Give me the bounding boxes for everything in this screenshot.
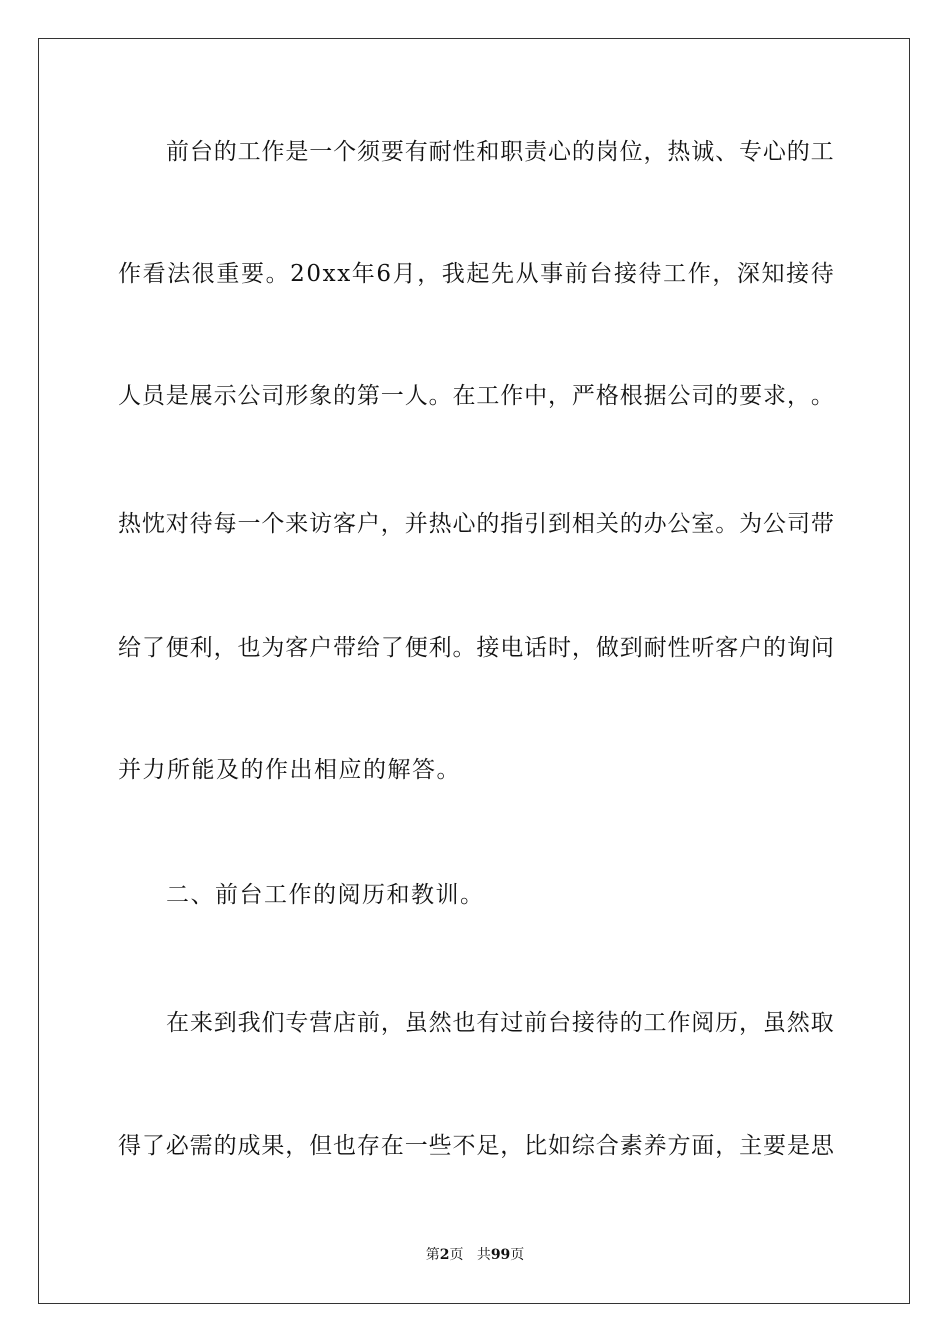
total-label-suffix: 页 <box>510 1247 525 1263</box>
total-pages: 99 <box>490 1247 511 1263</box>
total-label-prefix: 共 <box>476 1247 491 1263</box>
page-label-prefix: 第 <box>425 1247 440 1263</box>
page-footer <box>0 1246 950 1264</box>
paragraph-2-line-2: 得 了 必 需 的 成 果 ， 但 也 存 在 一 些 不 足 ， 比 如 综 合 素 养 方 面 ， 主 要 是 思 <box>118 1133 834 1159</box>
paragraph-1-line-3: 人 员 是 展 示 公 司 形 象 的 第 一 人 。 在 工 作 中 ， 严 格 根 据 公 司 的 要 求 ， 。 <box>118 383 834 409</box>
paragraph-1-line-1: 前 台 的 工 作 是 一 个 须 要 有 耐 性 和 职 责 心 的 岗 位 ， 热 诚 、 专 心 的 工 <box>166 139 834 165</box>
page-number: 2 <box>439 1247 450 1263</box>
paragraph-1-line-6: 并力所能及的作出相应的解答。 <box>118 757 461 783</box>
paragraph-1-line-4: 热 忱 对 待 每 一 个 来 访 客 户 ， 并 热 心 的 指 引 到 相 关 的 办 公 室 。 为 公 司 带 <box>118 511 834 537</box>
paragraph-1-line-2: 作 看 法 很 重 要 。 2 0 x x 年 6 月 ， 我 起 先 从 事 前 台 接 待 工 作 ， 深 知 接 待 <box>118 261 834 287</box>
paragraph-1-line-5: 给 了 便 利 ， 也 为 客 户 带 给 了 便 利 。 接 电 话 时 ， 做 到 耐 性 听 客 户 的 询 问 <box>118 635 834 661</box>
section-heading: 二、前台工作的阅历和教训。 <box>166 882 485 908</box>
paragraph-2-line-1: 在 来 到 我 们 专 营 店 前 ， 虽 然 也 有 过 前 台 接 待 的 工 作 阅 历 ， 虽 然 取 <box>166 1010 834 1036</box>
page-label-suffix: 页 <box>449 1247 464 1263</box>
page-border <box>38 38 910 1304</box>
